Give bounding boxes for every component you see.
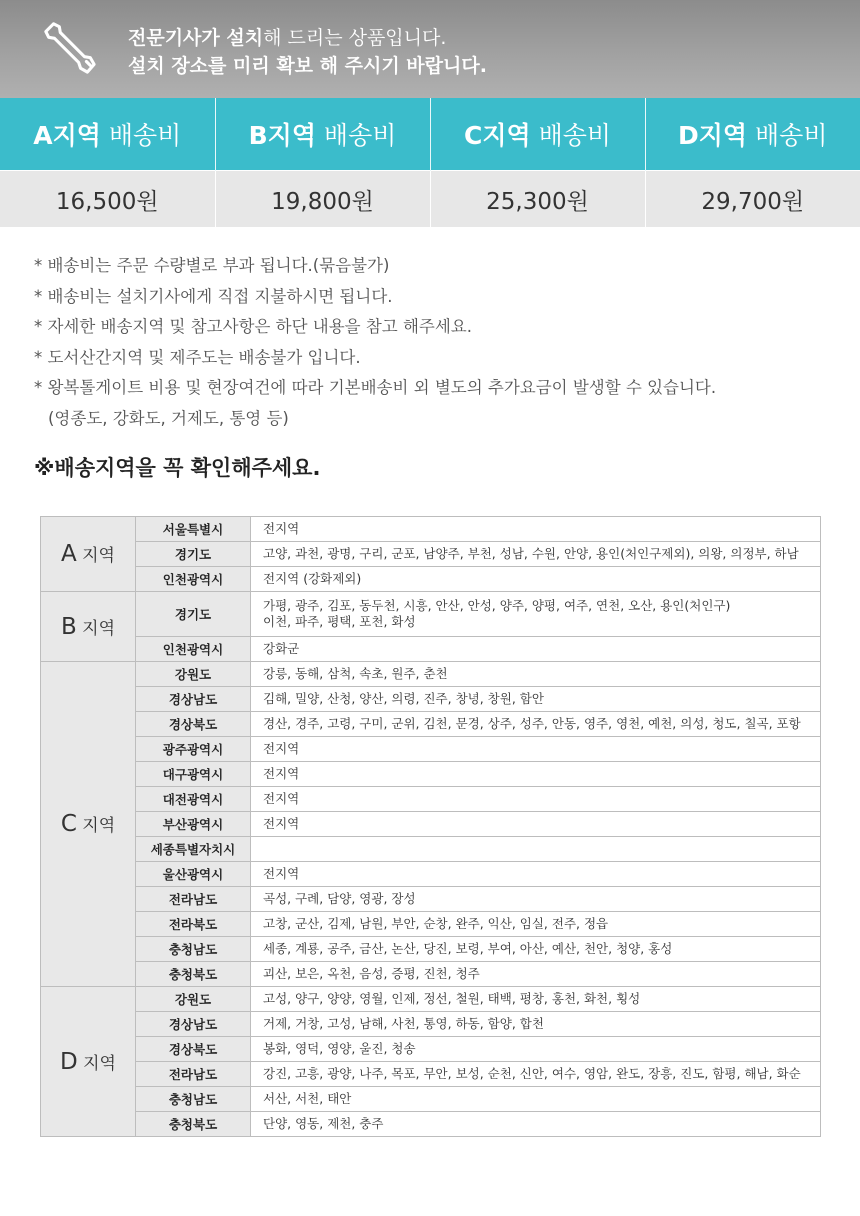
area-row [41,542,821,567]
province-cell: 부산광역시 [136,812,251,837]
area-row [41,687,821,712]
districts-cell: 봉화, 영덕, 영양, 울진, 청송 [251,1037,821,1062]
area-row [41,787,821,812]
province-cell: 전라북도 [136,912,251,937]
shipping-notes [34,251,860,434]
districts-cell: 김해, 밀양, 산청, 양산, 의령, 진주, 창녕, 창원, 함안 [251,687,821,712]
province-cell: 대전광역시 [136,787,251,812]
area-row [41,712,821,737]
area-row [41,517,821,542]
districts-cell: 전지역 [251,517,821,542]
fee-header-a: A지역 배송비 [0,98,215,171]
region-b-label: B 지역 [41,592,136,662]
districts-cell: 가평, 광주, 김포, 동두천, 시흥, 안산, 안성, 양주, 양평, 여주, 연천, 오산, 용인(처인구) 이천, 파주, 평택, 포천, 화성 [251,592,821,637]
area-row [41,662,821,687]
fee-price-c: 25,300원 [430,171,645,228]
districts-cell: 곡성, 구례, 담양, 영광, 장성 [251,887,821,912]
area-row [41,837,821,862]
notice-line2: 설치 장소를 미리 확보 해 주시기 바랍니다. [128,55,487,77]
fee-price-a: 16,500원 [0,171,215,228]
districts-cell: 고양, 과천, 광명, 구리, 군포, 남양주, 부천, 성남, 수원, 안양, 용인(처인구제외), 의왕, 의정부, 하남 [251,542,821,567]
delivery-area-table [40,516,821,1137]
districts-cell: 강릉, 동해, 삼척, 속초, 원주, 춘천 [251,662,821,687]
districts-cell: 전지역 [251,762,821,787]
area-row [41,567,821,592]
province-cell: 서울특별시 [136,517,251,542]
area-row [41,592,821,637]
province-cell: 인천광역시 [136,567,251,592]
districts-cell: 단양, 영동, 제천, 충주 [251,1112,821,1137]
note-item: * 자세한 배송지역 및 참고사항은 하단 내용을 참고 해주세요. [34,317,472,336]
districts-cell: 전지역 (강화제외) [251,567,821,592]
districts-cell: 전지역 [251,862,821,887]
install-notice-banner [0,0,860,98]
note-sub-item: (영종도, 강화도, 거제도, 통영 등) [48,408,289,428]
area-row [41,762,821,787]
region-c-label: C 지역 [41,662,136,987]
fee-header-d: D지역 배송비 [645,98,860,171]
province-cell: 충청남도 [136,1087,251,1112]
note-item: * 왕복톨게이트 비용 및 현장여건에 따라 기본배송비 외 별도의 추가요금이 발생할 수 있습니다. [34,378,717,397]
province-cell: 대구광역시 [136,762,251,787]
notice-line1-bold: 전문기사가 설치 [128,27,264,49]
area-row [41,1037,821,1062]
province-cell: 경상북도 [136,712,251,737]
area-row [41,637,821,662]
fee-price-d: 29,700원 [645,171,860,228]
province-cell: 경상북도 [136,1037,251,1062]
province-cell: 인천광역시 [136,637,251,662]
province-cell: 광주광역시 [136,737,251,762]
province-cell: 강원도 [136,987,251,1012]
area-row [41,937,821,962]
province-cell: 전라남도 [136,887,251,912]
districts-cell: 괴산, 보은, 옥천, 음성, 증평, 진천, 청주 [251,962,821,987]
districts-cell: 경산, 경주, 고령, 구미, 군위, 김천, 문경, 상주, 성주, 안동, 영주, 영천, 예천, 의성, 청도, 칠곡, 포항 [251,712,821,737]
districts-cell: 고창, 군산, 김제, 남원, 부안, 순창, 완주, 익산, 임실, 전주, 정읍 [251,912,821,937]
area-row [41,1012,821,1037]
province-cell: 세종특별자치시 [136,837,251,862]
region-a-label: A 지역 [41,517,136,592]
province-cell: 경상남도 [136,1012,251,1037]
province-cell: 충청북도 [136,962,251,987]
districts-cell: 고성, 양구, 양양, 영월, 인제, 정선, 철원, 태백, 평창, 홍천, 화천, 횡성 [251,987,821,1012]
fee-header-c: C지역 배송비 [430,98,645,171]
note-item: * 배송비는 주문 수량별로 부과 됩니다.(묶음불가) [34,256,390,275]
area-row [41,1112,821,1137]
province-cell: 경기도 [136,542,251,567]
area-row [41,887,821,912]
area-row [41,1087,821,1112]
note-item: * 배송비는 설치기사에게 직접 지불하시면 됩니다. [34,286,393,306]
region-d-label: D 지역 [41,987,136,1137]
notice-line1-rest: 해 드리는 상품입니다. [263,27,447,49]
districts-cell: 세종, 계룡, 공주, 금산, 논산, 당진, 보령, 부여, 아산, 예산, 천안, 청양, 홍성 [251,937,821,962]
province-cell: 울산광역시 [136,862,251,887]
province-cell: 충청남도 [136,937,251,962]
area-row [41,962,821,987]
area-row [41,1062,821,1087]
province-cell: 전라남도 [136,1062,251,1087]
note-item: * 도서산간지역 및 제주도는 배송불가 입니다. [34,347,361,367]
districts-cell: 거제, 거창, 고성, 남해, 사천, 통영, 하동, 함양, 합천 [251,1012,821,1037]
districts-cell: 전지역 [251,787,821,812]
districts-cell [251,837,821,862]
shipping-fee-table [0,98,860,227]
notice-text [128,24,487,80]
fee-header-b: B지역 배송비 [215,98,430,171]
districts-cell: 강진, 고흥, 광양, 나주, 목포, 무안, 보성, 순천, 신안, 여수, 영암, 완도, 장흥, 진도, 함평, 해남, 화순 [251,1062,821,1087]
area-row [41,987,821,1012]
province-cell: 경상남도 [136,687,251,712]
fee-price-b: 19,800원 [215,171,430,228]
section-heading: ※배송지역을 꼭 확인해주세요. [34,456,321,480]
area-row [41,737,821,762]
province-cell: 충청북도 [136,1112,251,1137]
districts-cell: 강화군 [251,637,821,662]
area-row [41,812,821,837]
districts-cell: 전지역 [251,737,821,762]
area-row [41,912,821,937]
province-cell: 강원도 [136,662,251,687]
wrench-icon [40,18,98,76]
districts-cell: 전지역 [251,812,821,837]
area-row [41,862,821,887]
districts-cell: 서산, 서천, 태안 [251,1087,821,1112]
province-cell: 경기도 [136,592,251,637]
